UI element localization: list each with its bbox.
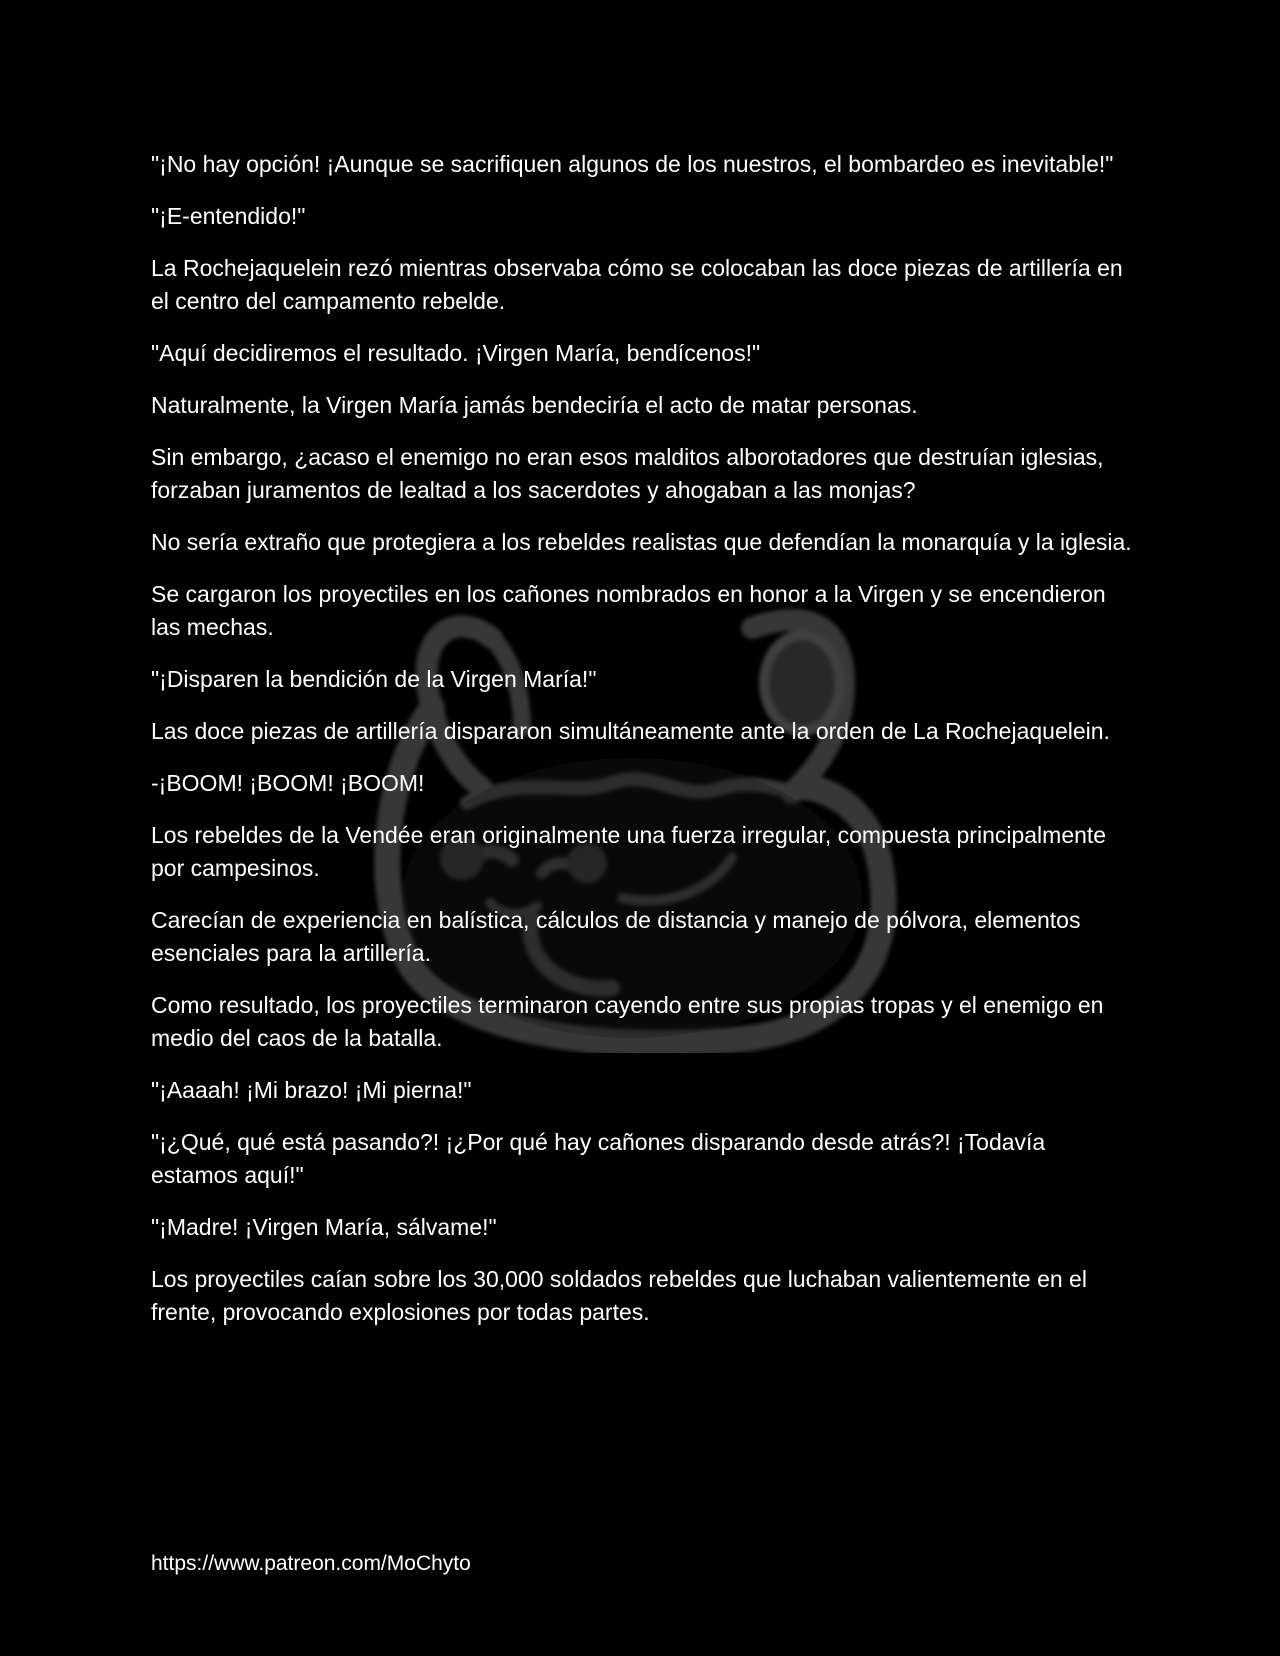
paragraph: Se cargaron los proyectiles en los cañones nombrados en honor a la Virgen y se encendieron las mechas. (151, 581, 1106, 640)
paragraph: Carecían de experiencia en balística, cálculos de distancia y manejo de pólvora, elementos esenciales para la artillería. (151, 907, 1081, 966)
paragraph: "¡No hay opción! ¡Aunque se sacrifiquen algunos de los nuestros, el bombardeo es inevitable!" (151, 151, 1114, 177)
paragraph: Los proyectiles caían sobre los 30,000 soldados rebeldes que luchaban valientemente en el frente, provocando explosiones por todas partes. (151, 1266, 1087, 1325)
paragraph: La Rochejaquelein rezó mientras observaba cómo se colocaban las doce piezas de artillería en el centro del campamento rebelde. (151, 255, 1123, 314)
paragraph: "Aquí decidiremos el resultado. ¡Virgen María, bendícenos!" (151, 340, 761, 366)
paragraph: "¡Aaaah! ¡Mi brazo! ¡Mi pierna!" (151, 1077, 472, 1103)
paragraph: Sin embargo, ¿acaso el enemigo no eran esos malditos alborotadores que destruían iglesias, forzaban juramentos de lealtad a los sacerdotes y ahogaban a las monjas? (151, 444, 1104, 503)
paragraph: Las doce piezas de artillería dispararon simultáneamente ante la orden de La Rochejaquelein. (151, 718, 1110, 744)
story-content (151, 148, 1136, 1348)
paragraph: Naturalmente, la Virgen María jamás bendeciría el acto de matar personas. (151, 392, 918, 418)
paragraph: Los rebeldes de la Vendée eran originalmente una fuerza irregular, compuesta principalmente por campesinos. (151, 822, 1107, 881)
paragraph: No sería extraño que protegiera a los rebeldes realistas que defendían la monarquía y la iglesia. (151, 529, 1132, 555)
paragraph: Como resultado, los proyectiles terminaron cayendo entre sus propias tropas y el enemigo en medio del caos de la batalla. (151, 992, 1104, 1051)
paragraph: "¡Madre! ¡Virgen María, sálvame!" (151, 1214, 497, 1240)
paragraph: -¡BOOM! ¡BOOM! ¡BOOM! (151, 770, 425, 796)
paragraph: "¡¿Qué, qué está pasando?! ¡¿Por qué hay cañones disparando desde atrás?! ¡Todavía estamos aquí!" (151, 1129, 1046, 1188)
paragraph: "¡E-entendido!" (151, 203, 306, 229)
paragraph: "¡Disparen la bendición de la Virgen María!" (151, 666, 597, 692)
patreon-link[interactable]: https://www.patreon.com/MoChyto (151, 1552, 471, 1575)
